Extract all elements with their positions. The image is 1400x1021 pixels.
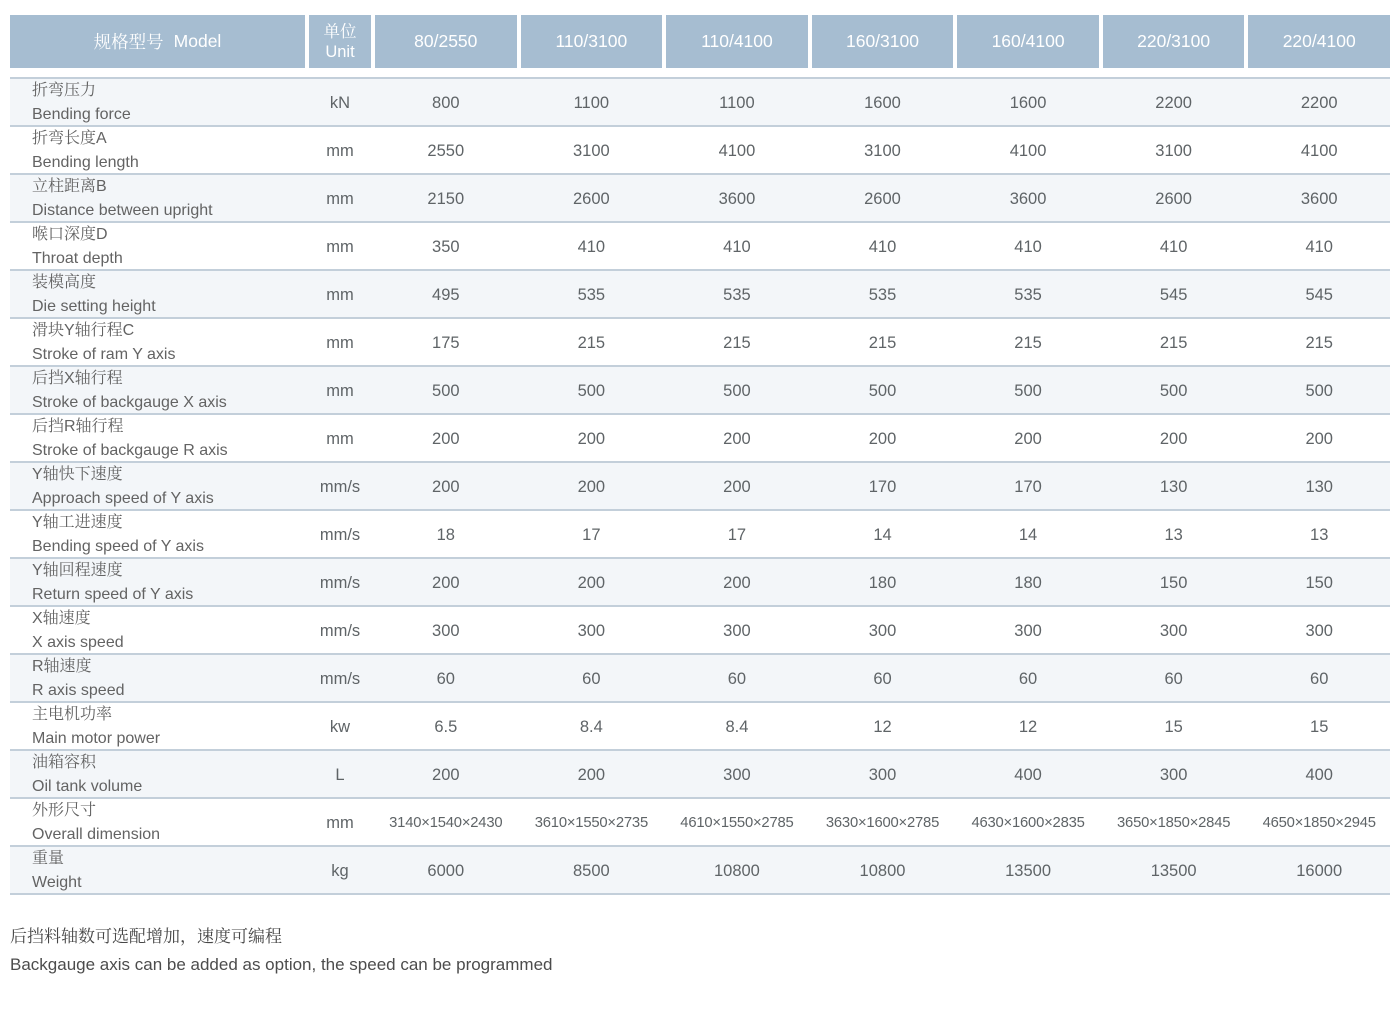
value-cell: 410 bbox=[1305, 237, 1333, 256]
value-cell: 3100 bbox=[1155, 141, 1192, 160]
value-cell: 13 bbox=[1164, 525, 1183, 544]
value-cell: 200 bbox=[723, 477, 751, 496]
value-cell: 200 bbox=[1159, 429, 1188, 448]
value-cell: 535 bbox=[1014, 285, 1042, 304]
row-label bbox=[10, 79, 305, 127]
row-label-en: Distance between upright bbox=[32, 202, 213, 219]
value-cell: 14 bbox=[1018, 525, 1038, 544]
value-cell: 200 bbox=[577, 477, 606, 496]
table-row bbox=[10, 847, 1390, 895]
row-label-en: Bending length bbox=[32, 154, 139, 171]
table-row bbox=[10, 127, 1390, 175]
value-cell: 4610×1550×2785 bbox=[680, 815, 794, 831]
value-cell: 15 bbox=[1164, 717, 1183, 736]
value-cell: 200 bbox=[723, 429, 751, 448]
table-row bbox=[10, 655, 1390, 703]
row-label bbox=[10, 463, 305, 511]
unit-cell: kN bbox=[329, 93, 351, 112]
table-row bbox=[10, 319, 1390, 367]
value-cell: 215 bbox=[868, 333, 897, 352]
table-header-row bbox=[10, 15, 1390, 68]
model-column-header: 160/3100 bbox=[812, 15, 954, 68]
value-cell: 4650×1850×2945 bbox=[1262, 815, 1376, 831]
value-cell: 60 bbox=[727, 669, 747, 688]
value-cell: 410 bbox=[723, 237, 751, 256]
value-cell: 300 bbox=[1305, 621, 1333, 640]
row-label bbox=[10, 559, 305, 607]
value-cell: 3100 bbox=[864, 141, 901, 160]
value-cell: 130 bbox=[1159, 477, 1188, 496]
value-cell: 200 bbox=[432, 573, 460, 592]
value-cell: 13500 bbox=[1005, 861, 1051, 880]
row-label bbox=[10, 223, 305, 271]
value-cell: 3650×1850×2845 bbox=[1117, 815, 1231, 831]
value-cell: 495 bbox=[432, 285, 460, 304]
value-cell: 300 bbox=[868, 621, 897, 640]
value-cell: 535 bbox=[723, 285, 751, 304]
value-cell: 2600 bbox=[864, 189, 901, 208]
value-cell: 60 bbox=[1164, 669, 1183, 688]
value-cell: 4100 bbox=[1009, 141, 1047, 160]
row-label-cn: 外形尺寸 bbox=[32, 802, 97, 819]
table-row bbox=[10, 703, 1390, 751]
model-column-header: 220/4100 bbox=[1248, 15, 1390, 68]
table-row bbox=[10, 463, 1390, 511]
value-cell: 410 bbox=[868, 237, 897, 256]
value-cell: 500 bbox=[723, 381, 751, 400]
value-cell: 12 bbox=[873, 717, 892, 736]
value-cell: 800 bbox=[432, 93, 460, 112]
value-cell: 410 bbox=[1014, 237, 1042, 256]
row-label bbox=[10, 127, 305, 175]
row-label-en: Overall dimension bbox=[32, 826, 161, 843]
footnote-en: Backgauge axis can be added as option, the speed can be programmed bbox=[10, 955, 553, 974]
value-cell: 17 bbox=[727, 525, 747, 544]
row-label bbox=[10, 415, 305, 463]
value-cell: 300 bbox=[577, 621, 606, 640]
table-row bbox=[10, 79, 1390, 127]
row-label-en: Throat depth bbox=[32, 250, 123, 267]
value-cell: 4100 bbox=[1300, 141, 1338, 160]
unit-cell: kw bbox=[329, 717, 351, 736]
value-cell: 200 bbox=[432, 477, 460, 496]
unit-cell: mm bbox=[326, 189, 354, 208]
row-label bbox=[10, 271, 305, 319]
unit-cell: kg bbox=[331, 861, 349, 880]
row-label-cn: 喉口深度D bbox=[32, 226, 108, 243]
table-row bbox=[10, 559, 1390, 607]
value-cell: 400 bbox=[1014, 765, 1042, 784]
row-label bbox=[10, 655, 305, 703]
footnote bbox=[10, 923, 1390, 979]
value-cell: 200 bbox=[577, 429, 606, 448]
model-column-header: 110/4100 bbox=[666, 15, 808, 68]
unit-cell: L bbox=[335, 765, 345, 784]
value-cell: 13500 bbox=[1150, 861, 1197, 880]
value-cell: 215 bbox=[723, 333, 751, 352]
model-column-header: 80/2550 bbox=[375, 15, 517, 68]
row-label-cn: 立柱距离B bbox=[32, 178, 107, 195]
value-cell: 60 bbox=[1310, 669, 1329, 688]
value-cell: 3610×1550×2735 bbox=[534, 815, 648, 831]
value-cell: 535 bbox=[577, 285, 606, 304]
unit-cell: mm bbox=[326, 237, 354, 256]
unit-cell: mm bbox=[326, 813, 354, 832]
table-row bbox=[10, 751, 1390, 799]
value-cell: 500 bbox=[1159, 381, 1188, 400]
row-label-cn: 后挡R轴行程 bbox=[32, 418, 124, 435]
unit-cell: mm/s bbox=[319, 477, 361, 496]
row-label-cn: Y轴快下速度 bbox=[32, 466, 123, 483]
value-cell: 300 bbox=[868, 765, 897, 784]
value-cell: 2600 bbox=[1155, 189, 1192, 208]
value-cell: 2550 bbox=[427, 141, 465, 160]
row-label-en: Die setting height bbox=[32, 298, 156, 315]
row-label-cn: 折弯压力 bbox=[32, 82, 97, 99]
table-row bbox=[10, 415, 1390, 463]
value-cell: 300 bbox=[1159, 621, 1188, 640]
value-cell: 410 bbox=[1159, 237, 1188, 256]
row-label-en: Bending speed of Y axis bbox=[32, 538, 204, 555]
unit-cell: mm bbox=[326, 285, 354, 304]
value-cell: 350 bbox=[432, 237, 460, 256]
table-body bbox=[10, 77, 1390, 895]
value-cell: 1100 bbox=[719, 93, 755, 112]
value-cell: 12 bbox=[1018, 717, 1038, 736]
row-label bbox=[10, 751, 305, 799]
model-header-label-cn: 规格型号 bbox=[93, 32, 164, 52]
row-label bbox=[10, 175, 305, 223]
row-label-en: Stroke of backgauge R axis bbox=[32, 442, 228, 459]
value-cell: 10800 bbox=[859, 861, 906, 880]
value-cell: 500 bbox=[432, 381, 460, 400]
unit-cell: mm/s bbox=[319, 621, 361, 640]
table-row bbox=[10, 223, 1390, 271]
row-label-cn: 主电机功率 bbox=[32, 706, 113, 723]
value-cell: 200 bbox=[1305, 429, 1333, 448]
row-label-cn: 滑块Y轴行程C bbox=[32, 322, 135, 339]
value-cell: 8.4 bbox=[725, 717, 749, 736]
table-row bbox=[10, 607, 1390, 655]
value-cell: 200 bbox=[723, 573, 751, 592]
header-cell-unit bbox=[309, 15, 371, 68]
value-cell: 200 bbox=[1014, 429, 1042, 448]
value-cell: 60 bbox=[1018, 669, 1038, 688]
unit-header-label-cn: 单位 bbox=[323, 22, 357, 41]
value-cell: 150 bbox=[1159, 573, 1188, 592]
value-cell: 2200 bbox=[1155, 93, 1192, 112]
value-cell: 8500 bbox=[572, 861, 610, 880]
value-cell: 60 bbox=[582, 669, 601, 688]
row-label-cn: R轴速度 bbox=[32, 658, 92, 675]
row-label bbox=[10, 319, 305, 367]
row-label bbox=[10, 607, 305, 655]
value-cell: 4100 bbox=[718, 141, 756, 160]
value-cell: 2200 bbox=[1300, 93, 1338, 112]
value-cell: 130 bbox=[1305, 477, 1333, 496]
value-cell: 1600 bbox=[1009, 93, 1047, 112]
value-cell: 18 bbox=[436, 525, 455, 544]
row-label-cn: 折弯长度A bbox=[32, 130, 107, 147]
header-cell-model bbox=[10, 15, 305, 68]
row-label-en: X axis speed bbox=[32, 634, 124, 651]
value-cell: 200 bbox=[577, 573, 606, 592]
model-column-header: 110/3100 bbox=[521, 15, 663, 68]
value-cell: 180 bbox=[868, 573, 897, 592]
row-label-en: Approach speed of Y axis bbox=[32, 490, 214, 507]
value-cell: 3600 bbox=[718, 189, 756, 208]
row-label-en: Stroke of backgauge X axis bbox=[32, 394, 227, 411]
value-cell: 410 bbox=[577, 237, 606, 256]
value-cell: 200 bbox=[577, 765, 606, 784]
value-cell: 535 bbox=[868, 285, 897, 304]
row-label-cn: Y轴工进速度 bbox=[32, 514, 123, 531]
row-label-cn: 重量 bbox=[32, 850, 65, 867]
value-cell: 200 bbox=[432, 429, 460, 448]
value-cell: 3600 bbox=[1300, 189, 1338, 208]
value-cell: 545 bbox=[1159, 285, 1188, 304]
unit-cell: mm bbox=[326, 141, 354, 160]
model-header-label-en: Model bbox=[173, 31, 222, 51]
row-label-en: Oil tank volume bbox=[32, 778, 143, 795]
footnote-cn: 后挡料轴数可选配增加，速度可编程 bbox=[10, 927, 282, 946]
value-cell: 500 bbox=[1014, 381, 1042, 400]
unit-cell: mm bbox=[326, 333, 354, 352]
unit-cell: mm bbox=[326, 429, 354, 448]
value-cell: 1600 bbox=[864, 93, 901, 112]
unit-header-label-en: Unit bbox=[325, 42, 355, 61]
value-cell: 3140×1540×2430 bbox=[389, 815, 503, 831]
model-column-header: 160/4100 bbox=[957, 15, 1099, 68]
table-row bbox=[10, 511, 1390, 559]
row-label-en: Weight bbox=[32, 874, 82, 891]
unit-cell: mm bbox=[326, 381, 354, 400]
value-cell: 14 bbox=[873, 525, 892, 544]
value-cell: 2600 bbox=[572, 189, 610, 208]
row-label-en: Return speed of Y axis bbox=[32, 586, 194, 603]
value-cell: 3600 bbox=[1009, 189, 1047, 208]
row-label bbox=[10, 847, 305, 895]
value-cell: 300 bbox=[432, 621, 460, 640]
value-cell: 6000 bbox=[427, 861, 465, 880]
value-cell: 15 bbox=[1310, 717, 1329, 736]
row-label-en: Stroke of ram Y axis bbox=[32, 346, 176, 363]
row-label-en: R axis speed bbox=[32, 682, 125, 699]
value-cell: 215 bbox=[577, 333, 606, 352]
row-label bbox=[10, 511, 305, 559]
value-cell: 8.4 bbox=[579, 717, 603, 736]
value-cell: 300 bbox=[723, 621, 751, 640]
value-cell: 300 bbox=[723, 765, 751, 784]
value-cell: 170 bbox=[868, 477, 897, 496]
value-cell: 60 bbox=[873, 669, 892, 688]
row-label-cn: 后挡X轴行程 bbox=[32, 370, 123, 387]
row-label-cn: 装模高度 bbox=[32, 274, 97, 291]
value-cell: 13 bbox=[1310, 525, 1329, 544]
value-cell: 17 bbox=[582, 525, 601, 544]
row-label-cn: Y轴回程速度 bbox=[32, 562, 123, 579]
row-label-cn: 油箱容积 bbox=[32, 754, 97, 771]
value-cell: 545 bbox=[1305, 285, 1333, 304]
value-cell: 175 bbox=[432, 333, 460, 352]
value-cell: 500 bbox=[1305, 381, 1333, 400]
value-cell: 215 bbox=[1014, 333, 1042, 352]
row-label bbox=[10, 799, 305, 847]
value-cell: 500 bbox=[577, 381, 606, 400]
row-label bbox=[10, 703, 305, 751]
table-row bbox=[10, 271, 1390, 319]
value-cell: 200 bbox=[432, 765, 460, 784]
row-label-cn: X轴速度 bbox=[32, 610, 91, 627]
value-cell: 215 bbox=[1159, 333, 1188, 352]
value-cell: 3100 bbox=[572, 141, 610, 160]
unit-cell: mm/s bbox=[319, 525, 361, 544]
row-label bbox=[10, 367, 305, 415]
value-cell: 300 bbox=[1014, 621, 1042, 640]
value-cell: 16000 bbox=[1296, 861, 1343, 880]
value-cell: 4630×1600×2835 bbox=[971, 815, 1085, 831]
unit-cell: mm/s bbox=[319, 669, 361, 688]
unit-cell: mm/s bbox=[319, 573, 361, 592]
value-cell: 3630×1600×2785 bbox=[825, 815, 940, 831]
table-row bbox=[10, 175, 1390, 223]
table-row bbox=[10, 367, 1390, 415]
value-cell: 215 bbox=[1305, 333, 1333, 352]
value-cell: 60 bbox=[436, 669, 455, 688]
value-cell: 1100 bbox=[573, 93, 610, 112]
value-cell: 150 bbox=[1305, 573, 1333, 592]
value-cell: 10800 bbox=[713, 861, 760, 880]
value-cell: 500 bbox=[868, 381, 897, 400]
value-cell: 2150 bbox=[427, 189, 465, 208]
value-cell: 170 bbox=[1014, 477, 1042, 496]
value-cell: 6.5 bbox=[434, 717, 458, 736]
model-column-header: 220/3100 bbox=[1103, 15, 1245, 68]
value-cell: 200 bbox=[868, 429, 897, 448]
value-cell: 300 bbox=[1159, 765, 1188, 784]
row-label-en: Main motor power bbox=[32, 730, 161, 747]
value-cell: 180 bbox=[1014, 573, 1042, 592]
row-label-en: Bending force bbox=[32, 106, 131, 123]
table-row bbox=[10, 799, 1390, 847]
value-cell: 400 bbox=[1305, 765, 1333, 784]
